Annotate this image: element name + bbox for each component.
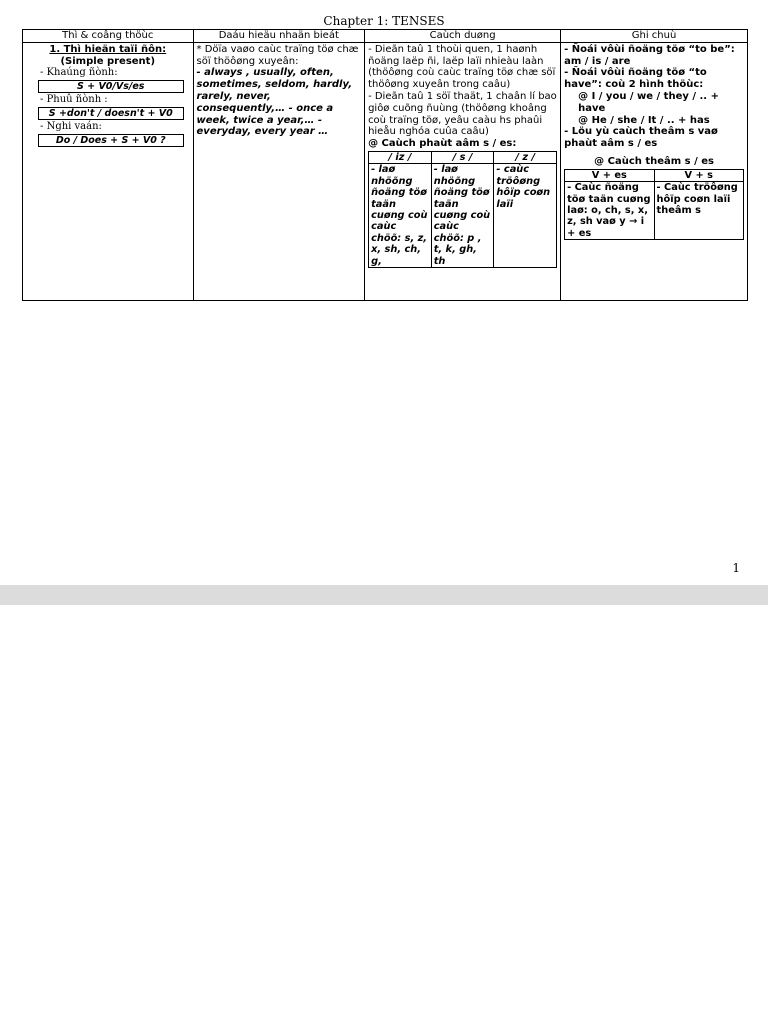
tenses-table-page-1	[22, 29, 748, 301]
col-header: Thì & coâng thöùc	[23, 30, 194, 43]
col-header: Caùch duøng	[365, 30, 561, 43]
signs-cell: * Döïa vaøo caùc traïng töø chæ söï thöôøng xuyeân: - always , usually, often, sometimes, seldom, hardly, rarely, never, consequently,… - once a week, twice a year,… - everyday, every year …	[193, 42, 365, 300]
formula: S + V0/Vs/es	[38, 80, 184, 93]
page-2	[0, 605, 768, 1024]
table-row	[23, 42, 748, 300]
formula: S +don't / doesn't + V0	[38, 107, 184, 120]
formula: Do / Does + S + V0 ?	[38, 134, 184, 147]
chapter-title: Chapter 1: TENSES	[323, 14, 445, 28]
tense-cell: 1. Thì hieän taïi ñôn: (Simple present) - Khaúng ñònh: S + V0/Vs/es - Phuû ñònh : S +don't / doesn't + V0 - Nghi vaán: Do / Does + S + V0 ?	[23, 42, 194, 300]
table-header-row	[23, 30, 748, 43]
add-s-es-table: V + es V + s - Caùc ñoäng töø taän cuøng laø: o, ch, s, x, z, sh vaø y → i + es - Caùc tröôøng hôïp coøn laïi theâm s	[564, 169, 744, 240]
usage-cell: - Dieãn taû 1 thoùi quen, 1 haønh ñoäng laëp ñi, laëp laïi nhieàu laàn (thöôøng coù caùc traïng töø chæ söï thöôøng xuyeân trong caâu) - Dieãn taû 1 söï thaät, 1 chaân lí bao giôø cuõng ñuùng (thöôøng khoâng coù traïng töø, yeâu caàu hs phaûi hieåu nghóa cuûa caâu) @ Caùch phaùt aâm s / es: / iz / / s / / z / - laø nhöõng ñoäng töø taän cuøng coù caùc chöõ: s, z, x, sh, ch, g, - laø nhöõng ñoäng töø taän cuøng coù caùc chöõ: p , t, k, gh, th - caùc tröôøng hôïp coøn laïi	[365, 42, 561, 300]
page-number: 1	[732, 561, 740, 575]
pronunciation-table: / iz / / s / / z / - laø nhöõng ñoäng töø taän cuøng coù caùc chöõ: s, z, x, sh, ch, g, - laø nhöõng ñoäng töø taän cuøng coù caùc chöõ: p , t, k, gh, th - caùc tröôøng hôïp coøn laïi	[368, 151, 557, 268]
col-header: Ghi chuù	[561, 30, 748, 43]
col-header: Daáu hieäu nhaän bieát	[193, 30, 365, 43]
page-gap	[0, 585, 768, 605]
notes-cell: - Ñoái vôùi ñoäng töø “to be”: am / is / are - Ñoái vôùi ñoäng töø “to have”: coù 2 hình thöùc: @ I / you / we / they / .. + have @ He / she / It / .. + has - Löu yù caùch theâm s vaø phaùt aâm s / es @ Caùch theâm s / es V + es V + s - Caùc ñoäng töø taän cuøng laø: o, ch, s, x, z, sh vaø y → i + es - Caùc tröôøng hôïp coøn laïi theâm s	[561, 42, 748, 300]
